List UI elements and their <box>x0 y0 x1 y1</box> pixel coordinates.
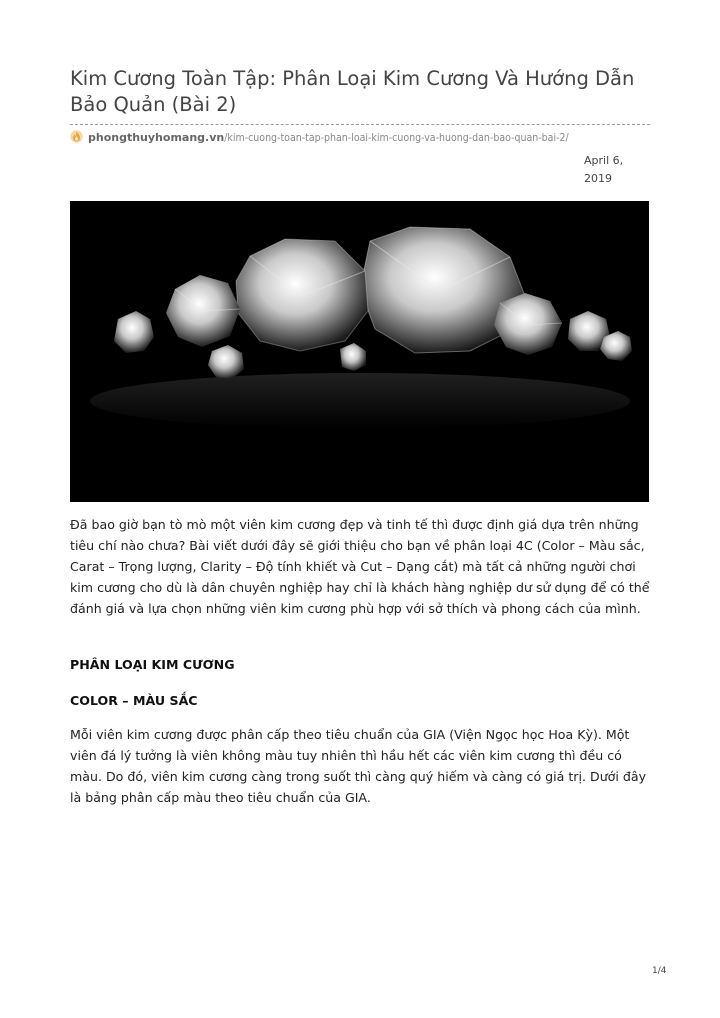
publish-date-year: 2019 <box>584 172 612 185</box>
diamonds-photo <box>70 201 649 502</box>
page-number: 1/4 <box>652 966 667 976</box>
intro-paragraph: Đã bao giờ bạn tò mò một viên kim cương đẹp và tinh tế thì được định giá dựa trên những tiêu chí nào chưa? Bài viết dưới đây sẽ giới thiệu cho bạn về phân loại 4C (Color – Màu sắc, Carat – Trọng lượng, Clarity – Độ tính khiết và Cut – Dạng cắt) mà tất cả những người chơi kim cương cho dù là dân chuyên nghiệp hay chỉ là khách hàng nghiệp dư sử dụng để có thể đánh giá và lựa chọn những viên kim cương phù hợp với sở thích và phong cách của mình. <box>70 517 650 616</box>
source-domain: phongthuyhomang.vn <box>88 131 225 144</box>
color-paragraph: Mỗi viên kim cương được phân cấp theo tiêu chuẩn của GIA (Viện Ngọc học Hoa Kỳ). Một viên đá lý tưởng là viên không màu tuy nhiên thì hầu hết các viên kim cương thì đều có màu. Do đó, viên kim cương càng trong suốt thì càng quý hiếm và càng có giá trị. Dưới đây là bảng phân cấp màu theo tiêu chuẩn của GIA. <box>70 727 647 805</box>
hero-image <box>70 201 649 502</box>
publish-date <box>584 152 644 188</box>
section-heading: PHÂN LOẠI KIM CƯƠNG <box>70 657 235 672</box>
title-divider <box>70 124 650 125</box>
subsection-heading: COLOR – MÀU SẮC <box>70 693 198 708</box>
publish-date-day: April 6, <box>584 154 624 167</box>
article-title: Kim Cương Toàn Tập: Phân Loại Kim Cương Và Hướng Dẫn Bảo Quản (Bài 2) <box>70 67 635 116</box>
source-link[interactable] <box>70 130 670 146</box>
flame-icon <box>70 130 83 143</box>
source-path: /kim-cuong-toan-tap-phan-loai-kim-cuong-va-huong-dan-bao-quan-bai-2/ <box>224 132 569 144</box>
